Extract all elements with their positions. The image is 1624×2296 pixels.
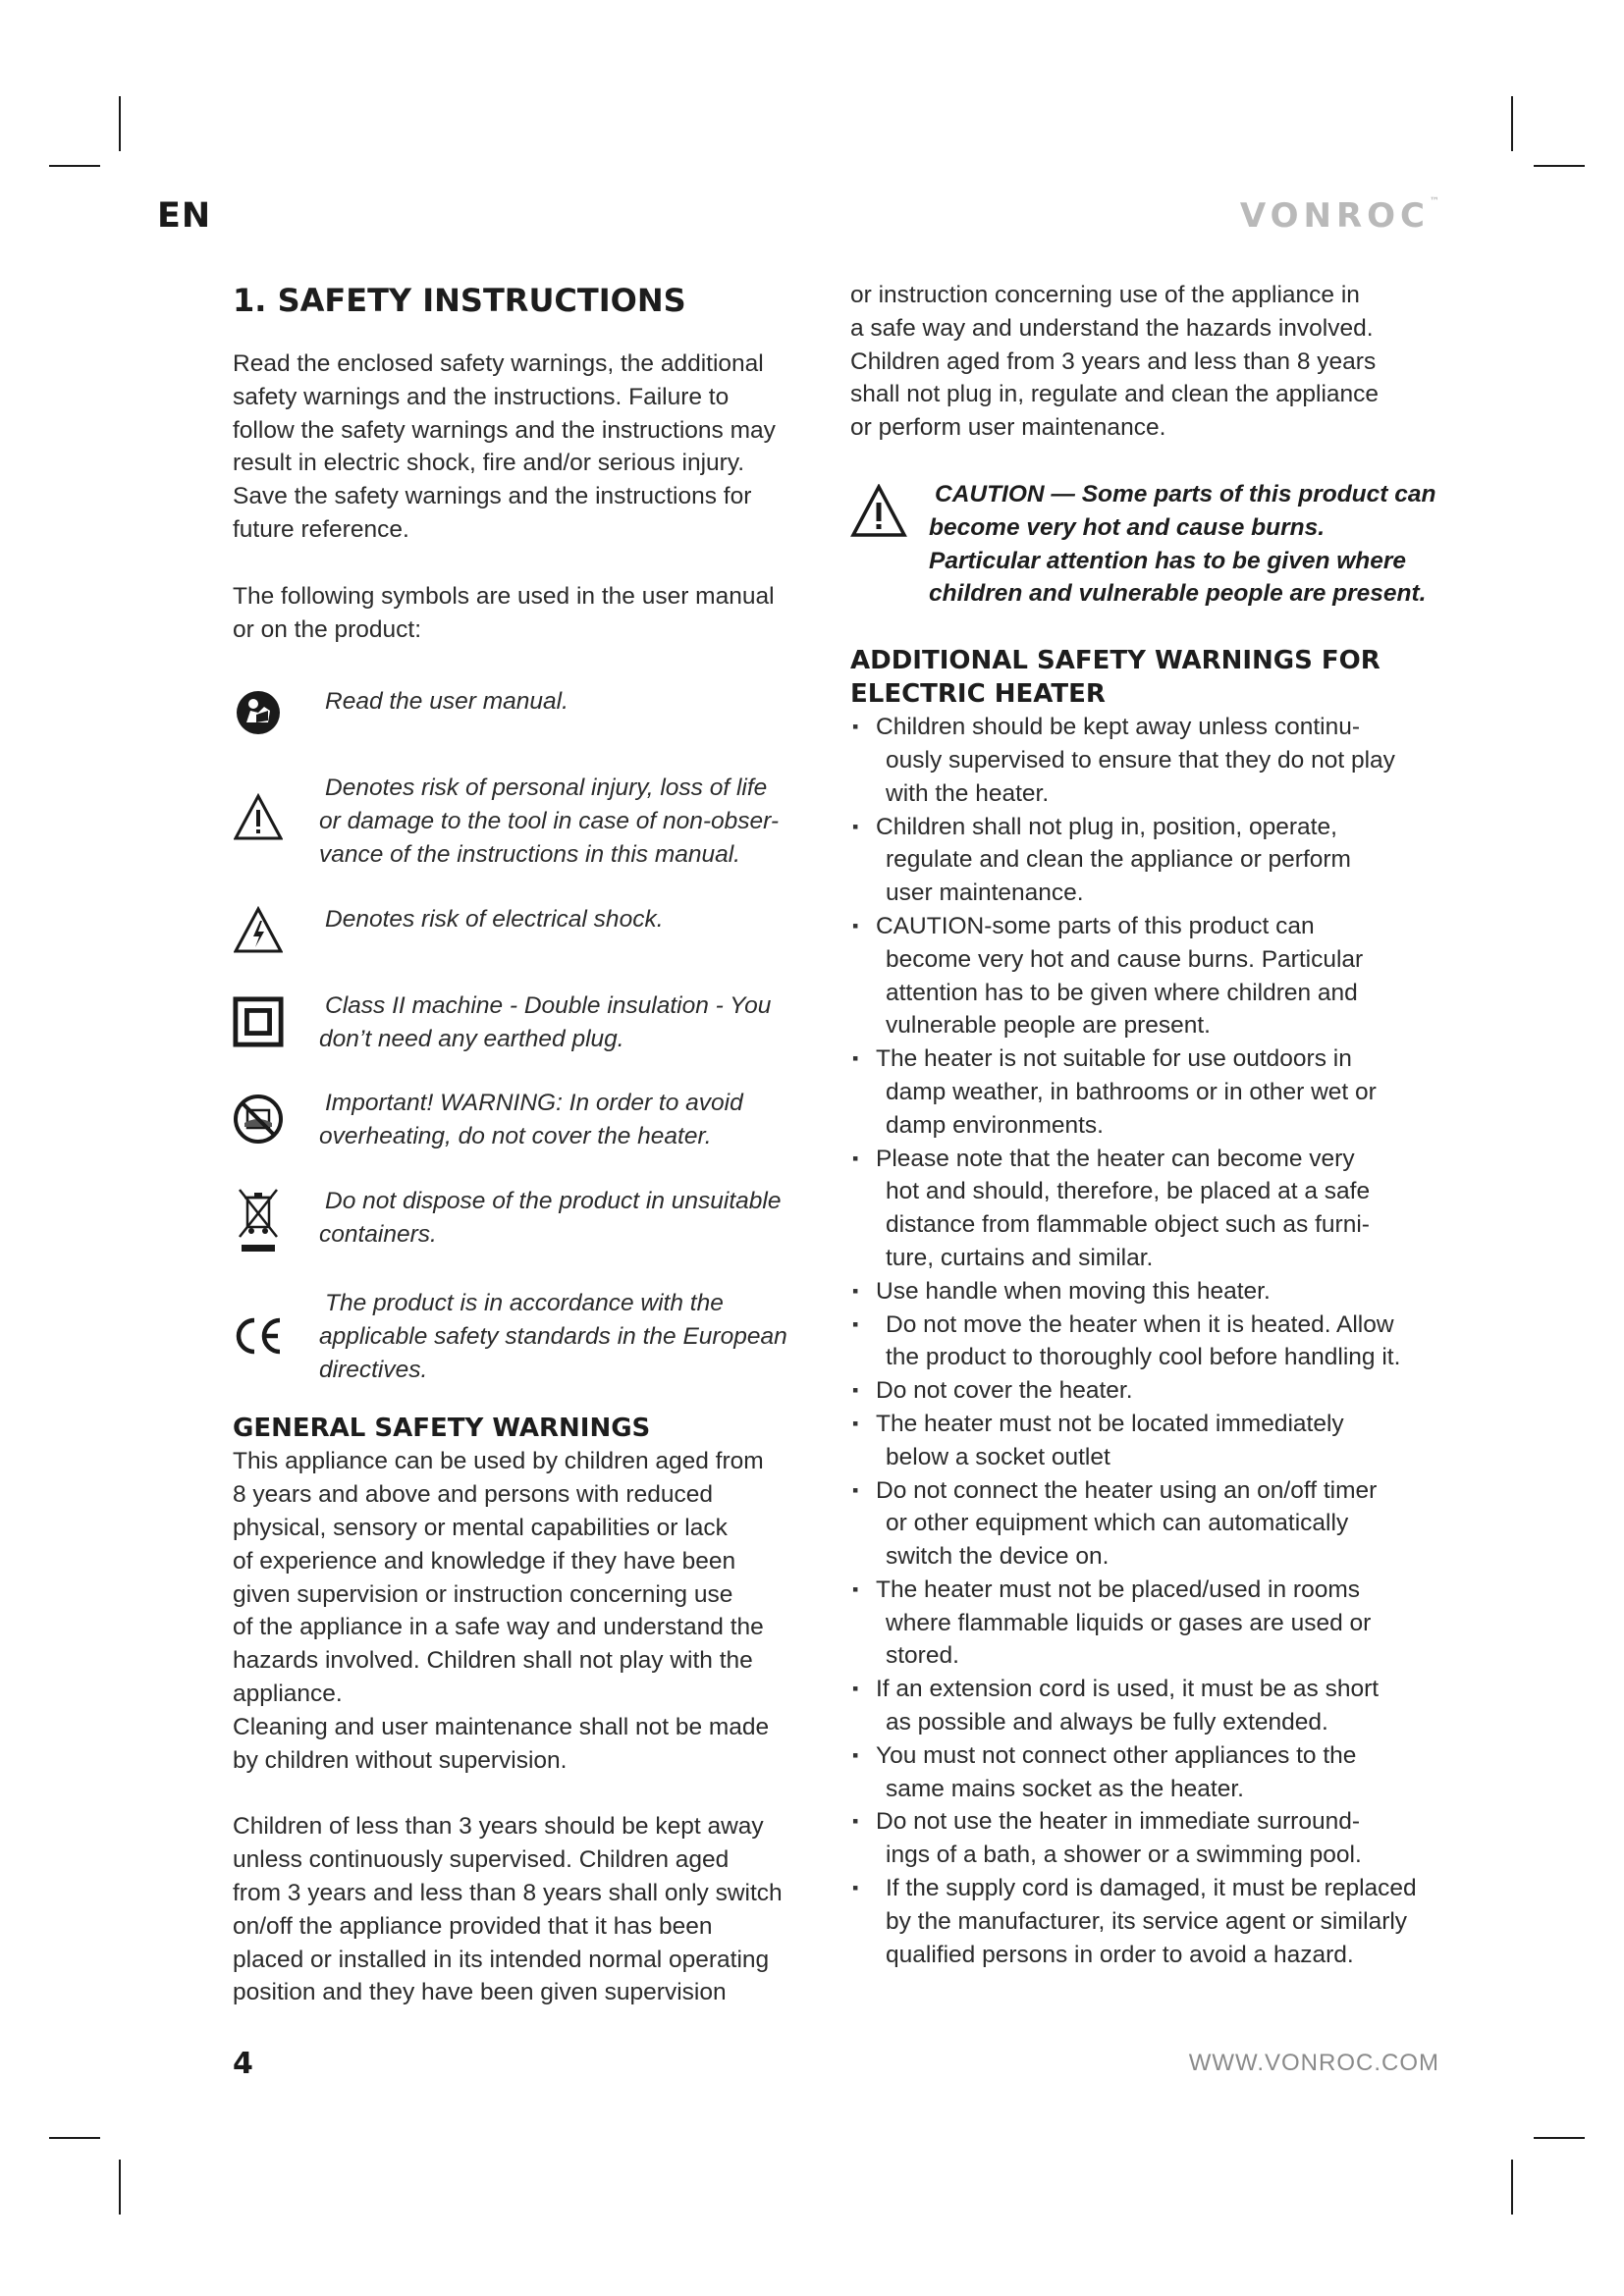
list-item: ▪ The heater must not be located immediately below a socket outlet — [850, 1408, 1454, 1474]
general-line: 8 years and above and persons with reduced — [233, 1481, 713, 1509]
general-safety-heading: GENERAL SAFETY WARNINGS — [233, 1414, 651, 1444]
symbols-intro-line: or on the product: — [233, 615, 422, 643]
symbol-text: or damage to the tool in case of non-obser- — [319, 808, 780, 835]
right-column — [850, 279, 1454, 1971]
symbol-text: Read the user manual. — [325, 688, 568, 716]
general-line: on/off the appliance provided that it has been — [233, 1912, 713, 1940]
symbol-text: The product is in accordance with the — [325, 1289, 724, 1316]
ce-mark-icon — [233, 1287, 284, 1385]
list-item: ▪ Do not connect the heater using an on/off timer or other equipment which can automatically switch the device on. — [850, 1474, 1454, 1574]
continuation-line: a safe way and understand the hazards involved. — [850, 314, 1374, 342]
page-number: 4 — [233, 2047, 253, 2081]
list-item: ▪ You must not connect other appliances to the same mains socket as the heater. — [850, 1739, 1454, 1806]
crop-mark-bottom-left-v — [119, 2160, 121, 2215]
crop-mark-top-left-v — [119, 96, 121, 151]
continuation-line: or instruction concerning use of the appliance in — [850, 282, 1360, 308]
continuation-line: or perform user maintenance. — [850, 414, 1166, 442]
general-safety-paragraph-2 — [233, 1810, 822, 2009]
website-url: WWW.VONROC.COM — [1188, 2050, 1439, 2076]
list-item: ▪ Use handle when moving this heater. — [850, 1275, 1454, 1308]
general-line: by children without supervision. — [233, 1746, 568, 1774]
language-code: EN — [157, 196, 212, 236]
crop-mark-top-left-h — [49, 165, 100, 167]
crop-mark-bottom-left-h — [49, 2137, 100, 2139]
crop-mark-bottom-right-v — [1511, 2160, 1513, 2215]
list-item: ▪ Do not move the heater when it is heated. Allow the product to thoroughly cool before handling it. — [850, 1308, 1454, 1375]
crop-mark-top-right-v — [1511, 96, 1513, 151]
intro-line: Read the enclosed safety warnings, the additional — [233, 350, 764, 377]
symbol-text: Important! WARNING: In order to avoid — [325, 1090, 743, 1117]
list-item: ▪ The heater must not be placed/used in rooms where flammable liquids or gases are used or stored. — [850, 1574, 1454, 1673]
read-manual-icon — [233, 685, 284, 740]
general-line: physical, sensory or mental capabilities or lack — [233, 1514, 728, 1541]
caution-line: CAUTION — Some parts of this product can — [935, 480, 1436, 507]
general-line: placed or installed in its intended normal operating — [233, 1946, 770, 1973]
caution-line: Particular attention has to be given where — [929, 547, 1407, 574]
continuation-paragraph — [850, 279, 1454, 445]
symbol-text: vance of the instructions in this manual. — [319, 840, 740, 868]
weee-bin-icon — [233, 1185, 284, 1255]
symbol-electric-shock — [233, 903, 822, 958]
general-line: given supervision or instruction concerning use — [233, 1580, 733, 1608]
symbol-ce — [233, 1287, 822, 1386]
general-line: of the appliance in a safe way and understand the — [233, 1614, 764, 1641]
brand-logo — [1240, 196, 1439, 236]
list-item: ▪ Children should be kept away unless continu- ously supervised to ensure that they do not play with the heater. — [850, 711, 1454, 810]
crop-mark-bottom-right-h — [1534, 2137, 1585, 2139]
caution-notice — [850, 478, 1454, 611]
continuation-line: shall not plug in, regulate and clean the appliance — [850, 381, 1380, 408]
brand-trademark: ™ — [1430, 196, 1439, 207]
general-line: Cleaning and user maintenance shall not be made — [233, 1713, 770, 1740]
intro-paragraph — [233, 347, 822, 547]
symbol-text: Do not dispose of the product in unsuitable — [325, 1187, 782, 1214]
symbol-text: don’t need any earthed plug. — [319, 1025, 624, 1052]
list-item: ▪ Children shall not plug in, position, operate, regulate and clean the appliance or perform user maintenance. — [850, 811, 1454, 910]
general-line: Children of less than 3 years should be kept away — [233, 1813, 764, 1841]
section-title: 1. SAFETY INSTRUCTIONS — [233, 282, 686, 319]
do-not-cover-icon — [233, 1087, 284, 1151]
symbol-text: directives. — [319, 1356, 428, 1383]
general-line: position and they have been given supervision — [233, 1979, 727, 2006]
list-item: ▪ If an extension cord is used, it must be as short as possible and always be fully extended. — [850, 1673, 1454, 1739]
symbol-text: applicable safety standards in the European — [319, 1322, 787, 1350]
intro-line: follow the safety warnings and the instructions may — [233, 416, 776, 444]
symbol-do-not-cover — [233, 1087, 822, 1153]
additional-heading-line: ADDITIONAL SAFETY WARNINGS FOR — [850, 646, 1380, 676]
additional-heading-line: ELECTRIC HEATER — [850, 679, 1106, 710]
symbol-warning — [233, 772, 822, 871]
list-item: ▪ If the supply cord is damaged, it must be replaced by the manufacturer, its service agent or similarly qualified persons in order to avoid a hazard. — [850, 1872, 1454, 1971]
intro-line: safety warnings and the instructions. Failure to — [233, 383, 730, 410]
caution-line: become very hot and cause burns. — [929, 513, 1326, 541]
symbol-class-ii — [233, 989, 822, 1056]
symbol-text: Denotes risk of personal injury, loss of life — [325, 774, 768, 802]
symbols-intro-line: The following symbols are used in the user manual — [233, 582, 775, 610]
symbols-intro — [233, 580, 822, 647]
general-line: appliance. — [233, 1680, 343, 1707]
symbol-text: containers. — [319, 1220, 437, 1248]
general-line: of experience and knowledge if they have been — [233, 1547, 736, 1575]
intro-line: Save the safety warnings and the instructions for — [233, 483, 752, 510]
additional-warnings-list — [850, 711, 1454, 1971]
brand-name: VONROC — [1239, 196, 1430, 236]
crop-mark-top-right-h — [1534, 165, 1585, 167]
list-item: ▪ Please note that the heater can become very hot and should, therefore, be placed at a safe distance from flammable object such as furni- ture, curtains and similar. — [850, 1143, 1454, 1275]
list-item: ▪ CAUTION-some parts of this product can become very hot and cause burns. Particular attention has to be given where children and vulnerable people are present. — [850, 910, 1454, 1042]
general-safety-paragraph-1 — [233, 1445, 822, 1777]
electric-shock-icon — [233, 903, 284, 958]
class-ii-icon — [233, 989, 284, 1054]
symbol-weee — [233, 1185, 822, 1255]
general-line: unless continuously supervised. Children aged — [233, 1846, 730, 1874]
symbol-text: overheating, do not cover the heater. — [319, 1123, 712, 1150]
list-item: ▪ Do not cover the heater. — [850, 1374, 1454, 1408]
symbol-text: Denotes risk of electrical shock. — [325, 905, 664, 933]
symbol-read-manual — [233, 685, 822, 740]
left-column — [233, 279, 822, 2009]
caution-triangle-icon — [850, 484, 909, 549]
general-line: hazards involved. Children shall not play with the — [233, 1647, 753, 1675]
continuation-line: Children aged from 3 years and less than 8 years — [850, 347, 1377, 375]
list-item: ▪ Do not use the heater in immediate surround- ings of a bath, a shower or a swimming pool. — [850, 1805, 1454, 1872]
additional-safety-heading — [850, 644, 1454, 711]
general-line: from 3 years and less than 8 years shall only switch — [233, 1879, 783, 1906]
warning-triangle-icon — [233, 772, 284, 870]
general-line: This appliance can be used by children aged from — [233, 1448, 764, 1475]
list-item: ▪ The heater is not suitable for use outdoors in damp weather, in bathrooms or in other wet or damp environments. — [850, 1042, 1454, 1142]
intro-line: result in electric shock, fire and/or serious injury. — [233, 450, 745, 477]
intro-line: future reference. — [233, 515, 409, 543]
symbol-text: Class II machine - Double insulation - You — [325, 991, 772, 1019]
caution-line: children and vulnerable people are present. — [929, 580, 1427, 608]
